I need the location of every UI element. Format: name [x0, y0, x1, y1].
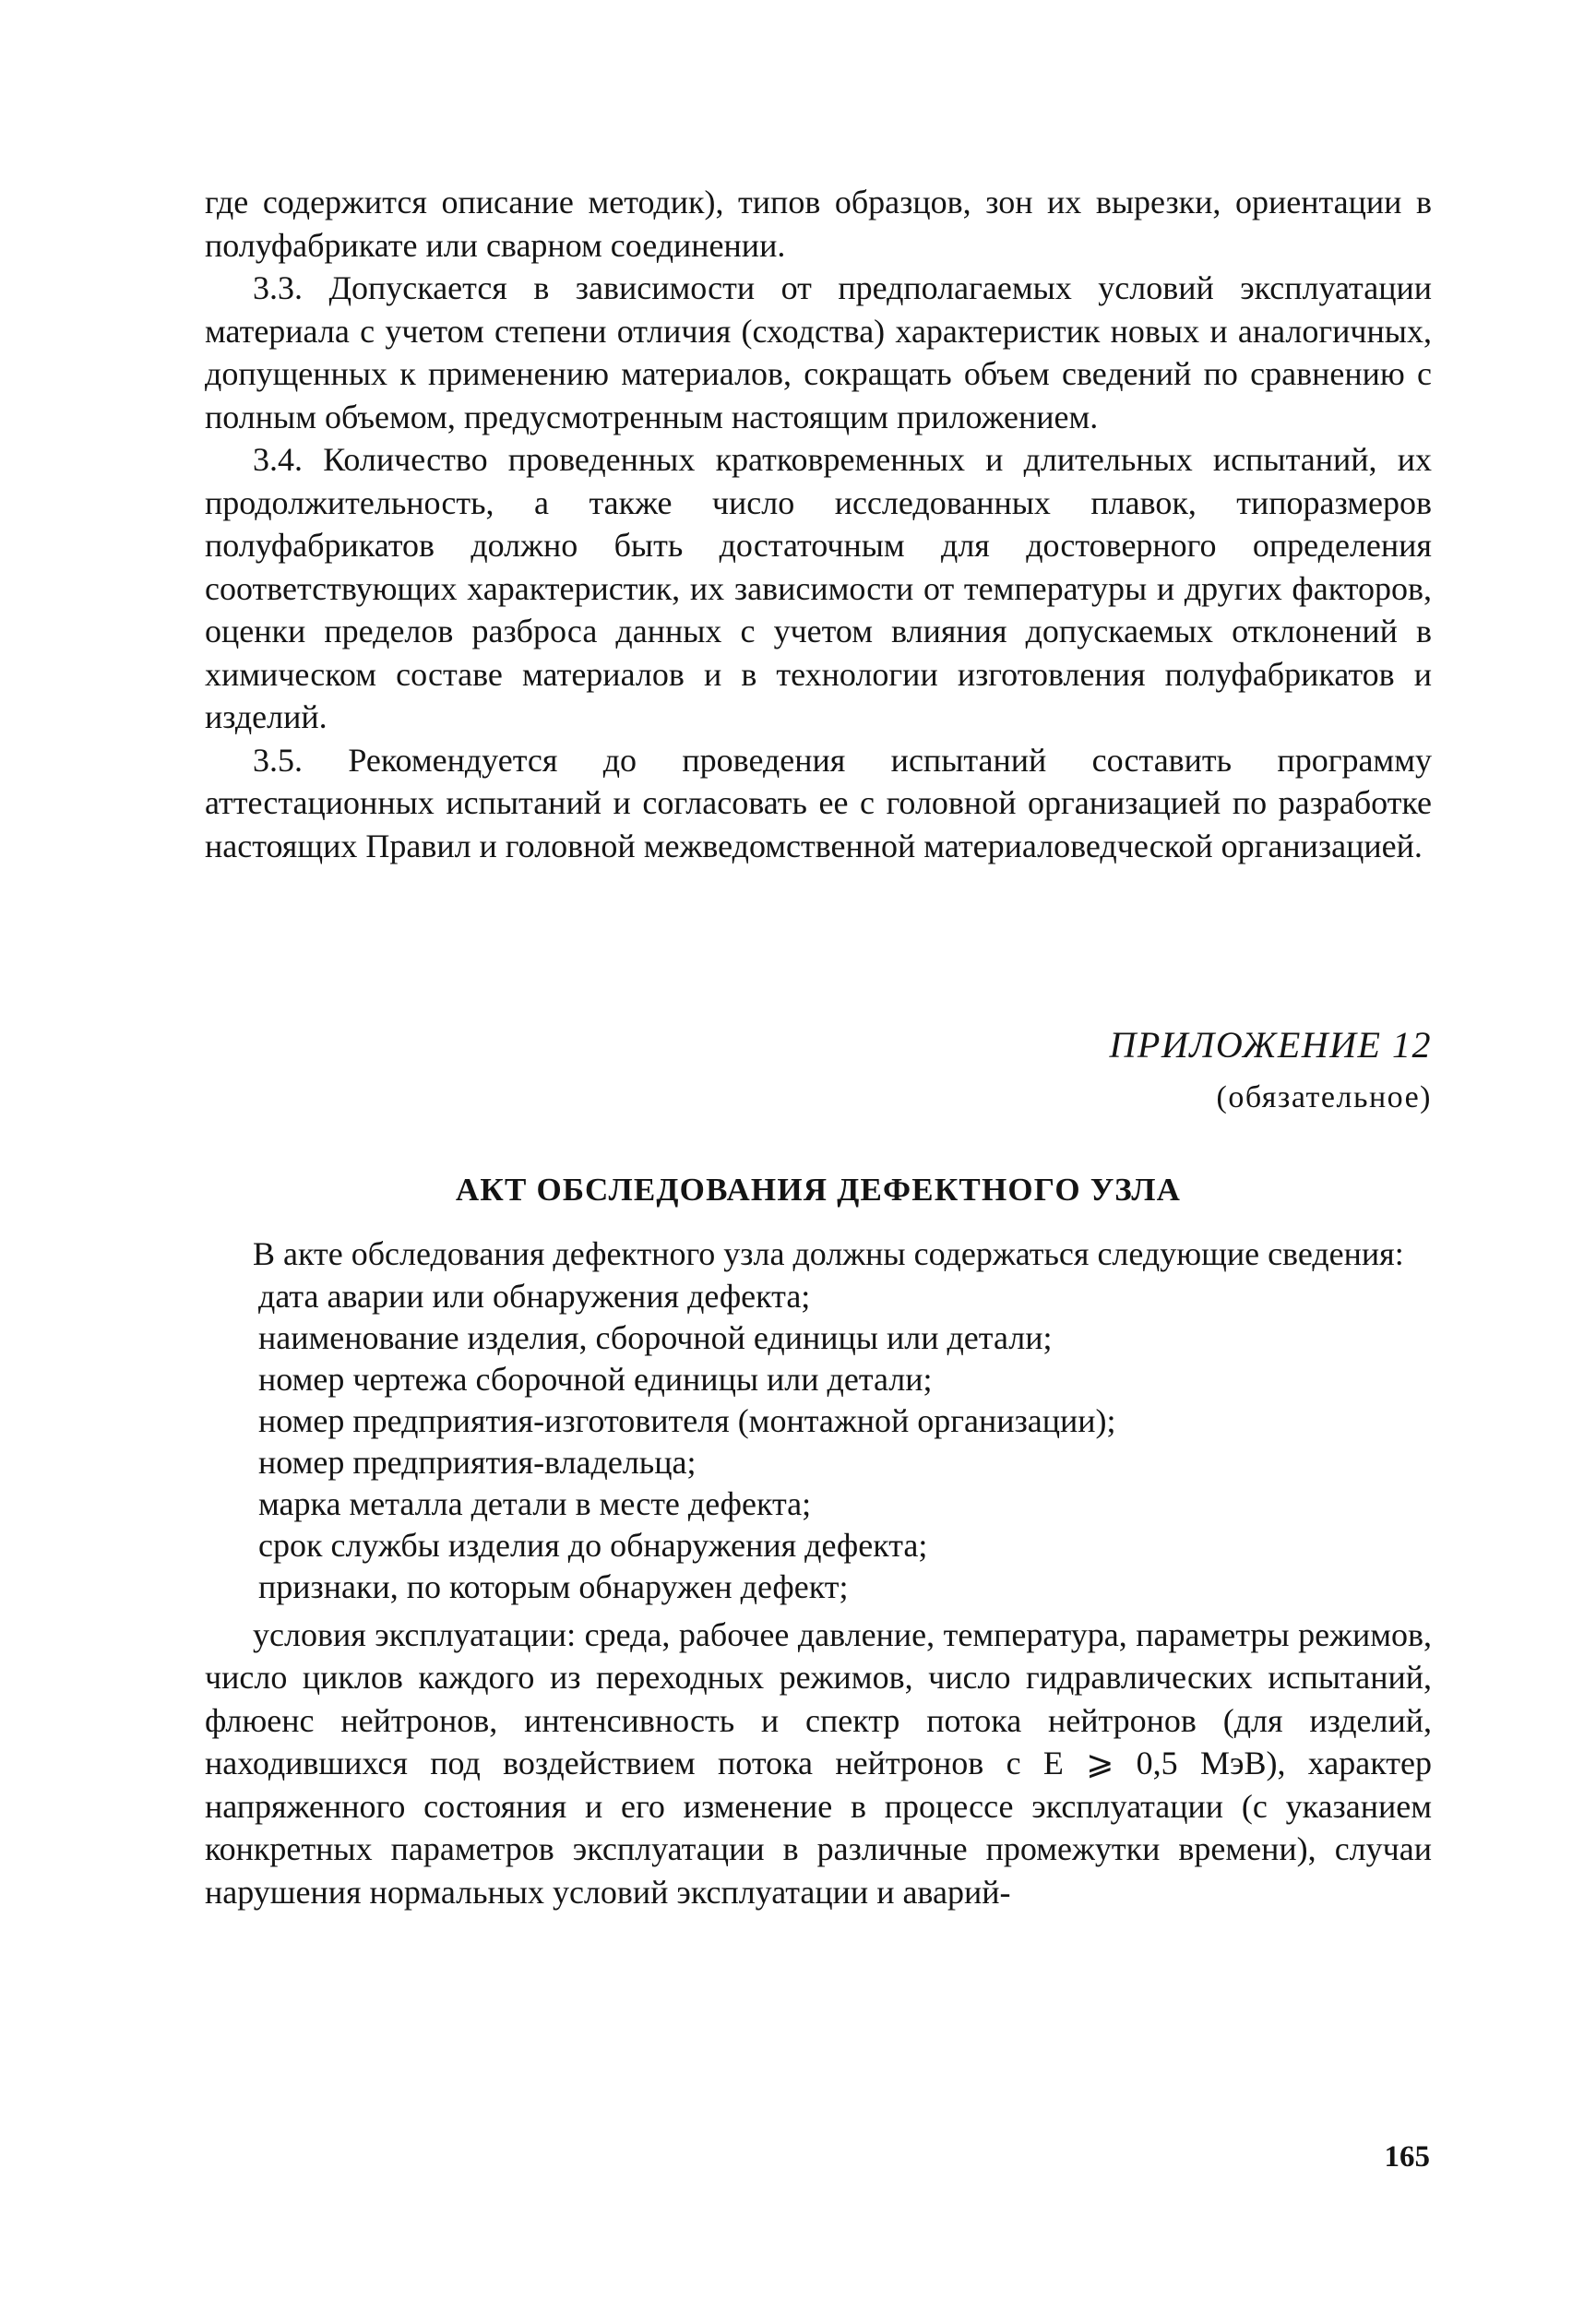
list-item: номер чертежа сборочной единицы или детали; — [258, 1360, 933, 1398]
paragraph-3-5: 3.5. Рекомендуется до проведения испытаний составить программу аттестационных испытаний и согласовать ее с головной организацией по разработке настоящих Правил и головной межведомственной материаловедческой организацией. — [205, 741, 1432, 864]
document-page — [205, 181, 1432, 1913]
operating-conditions: условия эксплуатации: среда, рабочее давление, температура, параметры режимов, число циклов каждого из переходных режимов, число гидравлических испытаний, флюенс нейтронов, интенсивность и спектр потока нейтронов (для изделий, находившихся под воздействием потока нейтронов с E ⩾ 0,5 МэВ), характер напряженного состояния и его изменение в процессе эксплуатации (с указанием конкретных параметров эксплуатации в различные промежутки времени), случаи нарушения нормальных условий эксплуатации и аварий- — [205, 1615, 1432, 1911]
list-item: признаки, по которым обнаружен дефект; — [258, 1567, 849, 1605]
appendix-title: ПРИЛОЖЕНИЕ 12 — [1109, 1024, 1432, 1066]
list-item: срок службы изделия до обнаружения дефекта; — [258, 1526, 928, 1564]
appendix-heading — [205, 1022, 1432, 1120]
list-item: наименование изделия, сборочной единицы или детали; — [258, 1318, 1053, 1356]
page-number: 165 — [1384, 2140, 1430, 2174]
appendix-note: (обязательное) — [1216, 1080, 1432, 1114]
list-item: номер предприятия-владельца; — [258, 1443, 697, 1481]
paragraph-3-3: 3.3. Допускается в зависимости от предполагаемых условий эксплуатации материала с учетом степени отличия (сходства) характеристик новых и аналогичных, допущенных к применению материалов, сокращать объем сведений по сравнению с полным объемом, предусмотренным настоящим приложением. — [205, 269, 1432, 435]
paragraph-3-4: 3.4. Количество проведенных кратковременных и длительных испытаний, их продолжительность, а также число исследованных плавок, типоразмеров полуфабрикатов должно быть достаточным для достоверного определения соответствующих характеристик, их зависимости от температуры и других факторов, оценки пределов разброса данных с учетом влияния допускаемых отклонений в химическом составе материалов и в технологии изготовления полуфабрикатов и изделий. — [205, 441, 1432, 735]
list-item: номер предприятия-изготовителя (монтажной организации); — [258, 1401, 1116, 1439]
act-intro: В акте обследования дефектного узла должны содержаться следующие сведения: — [253, 1235, 1404, 1272]
paragraph-continuation: где содержится описание методик), типов образцов, зон их вырезки, ориентации в полуфабрикате или сварном соединении. — [205, 184, 1432, 264]
list-item: марка металла детали в месте дефекта; — [258, 1484, 812, 1522]
act-title: АКТ ОБСЛЕДОВАНИЯ ДЕФЕКТНОГО УЗЛА — [455, 1172, 1182, 1208]
list-item: дата аварии или обнаружения дефекта; — [258, 1277, 811, 1315]
act-items-list — [205, 1276, 1432, 1608]
